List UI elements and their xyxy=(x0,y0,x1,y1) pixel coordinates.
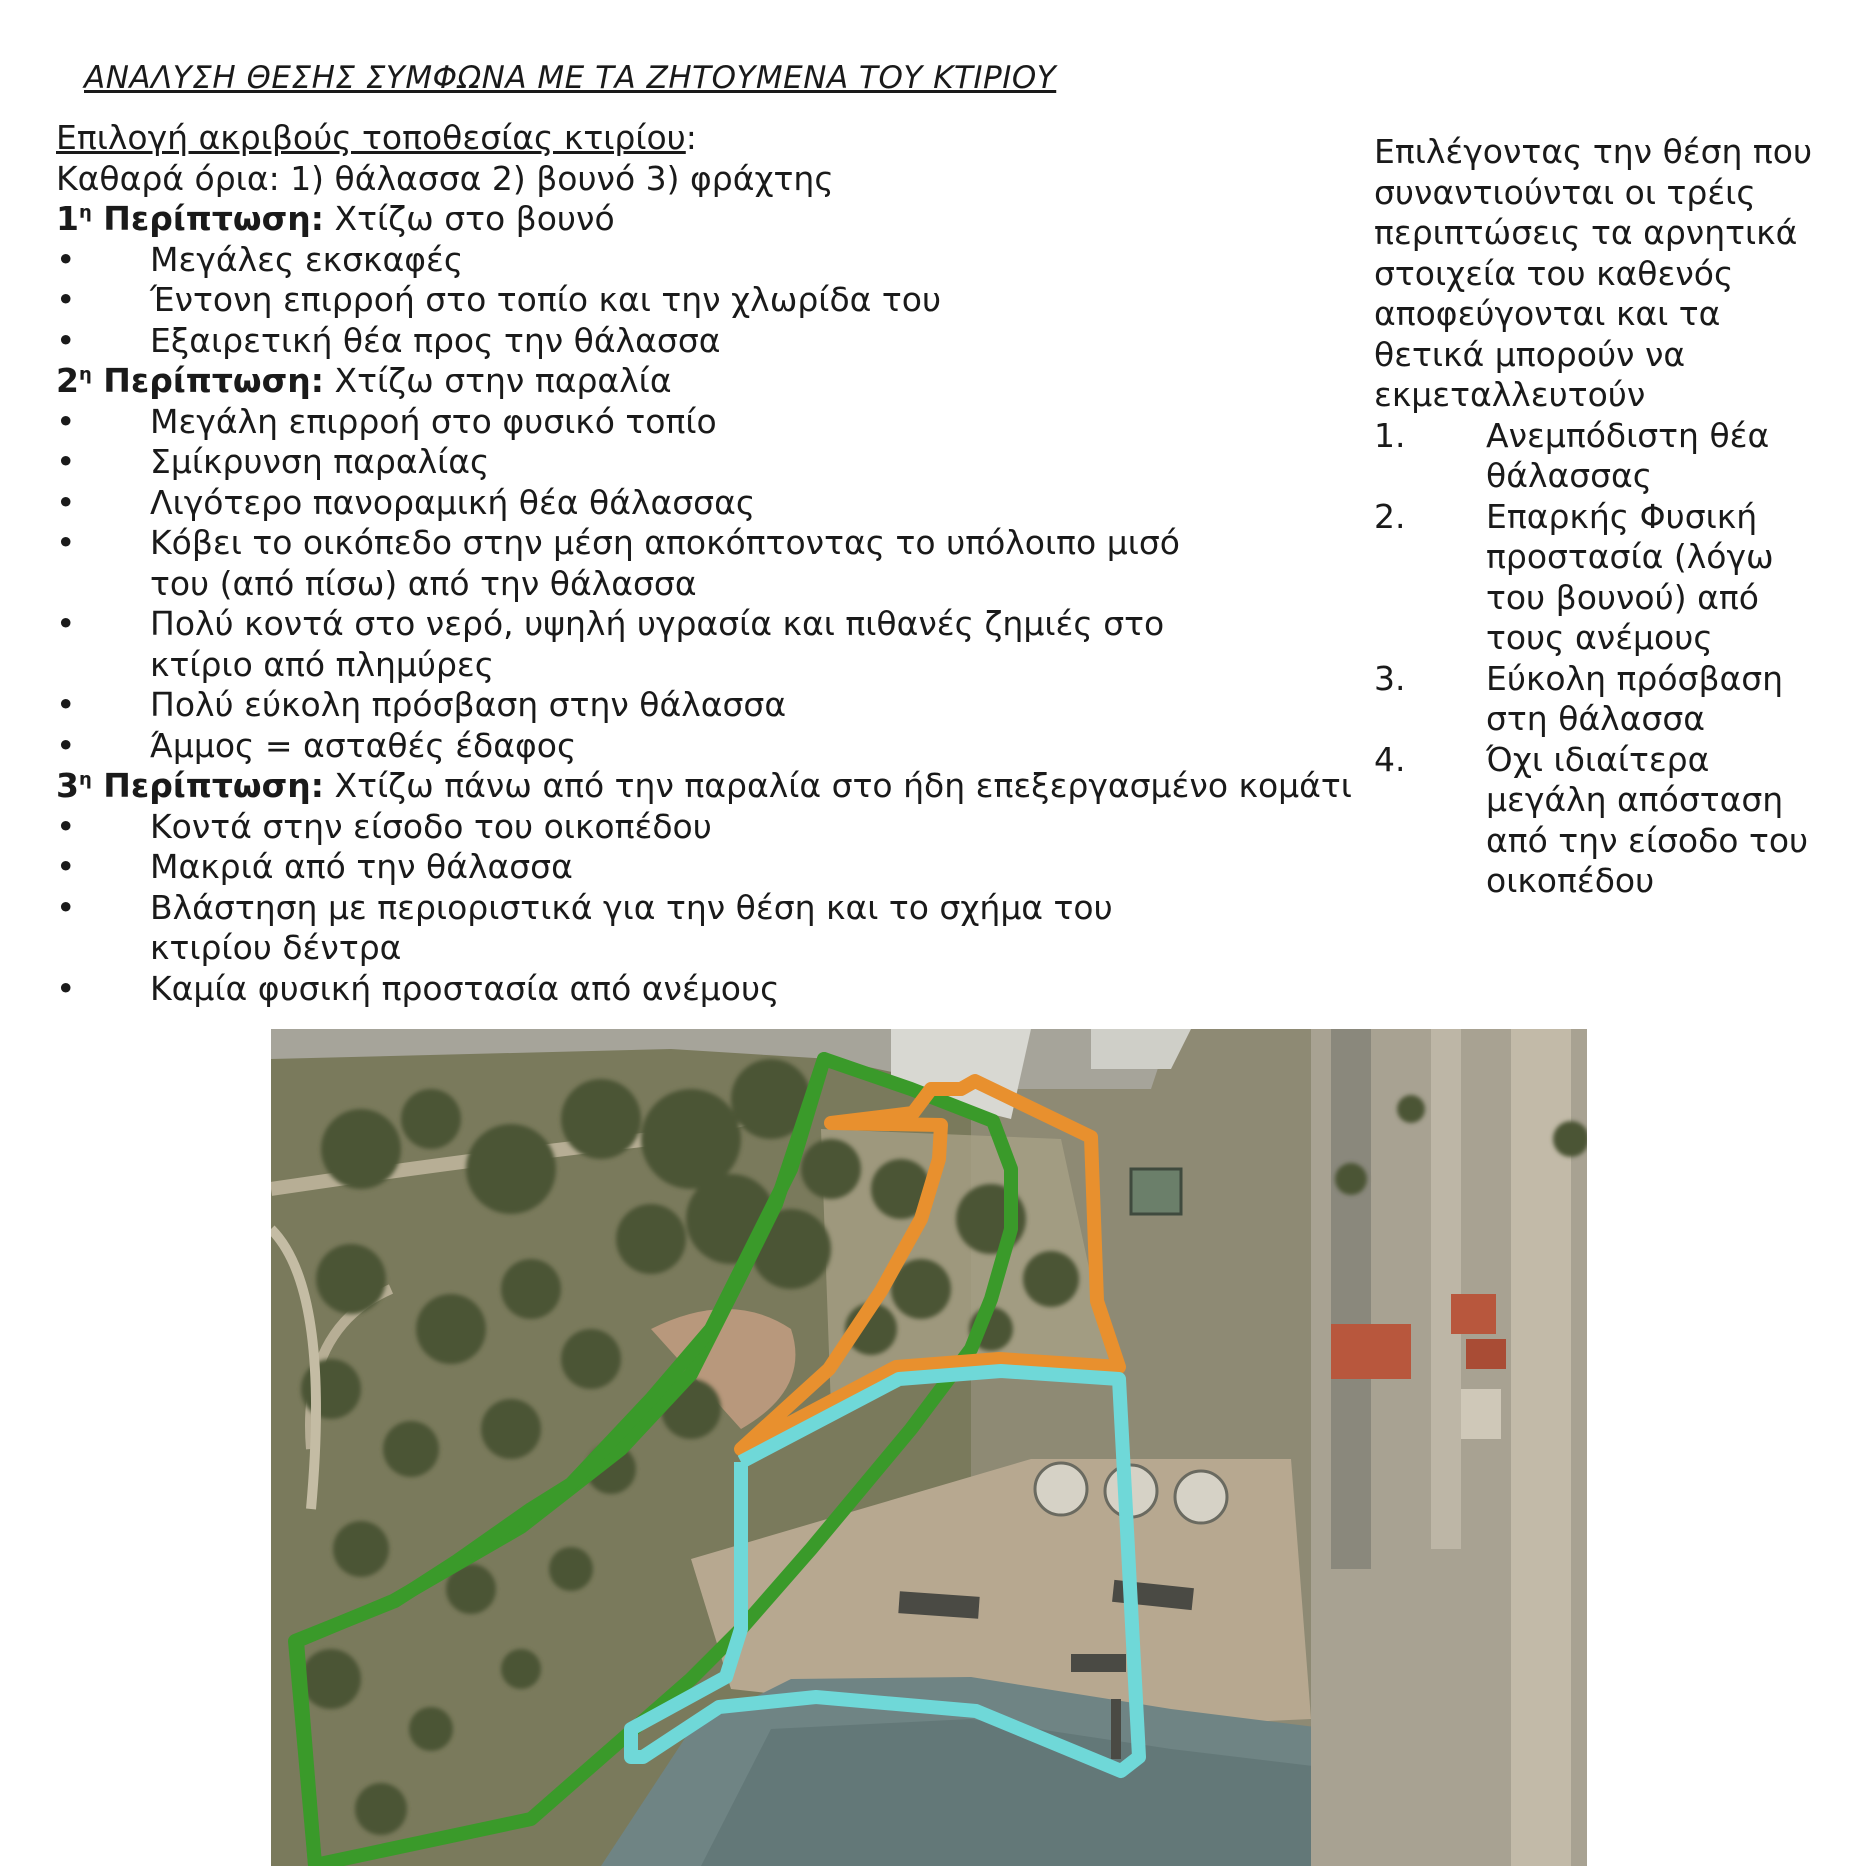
bullet: • xyxy=(56,968,76,1008)
red-roof xyxy=(1466,1339,1506,1369)
red-roof xyxy=(1331,1324,1411,1379)
bullet: • xyxy=(56,725,76,765)
list-item: • Κόβει το οικόπεδο στην μέση αποκόπτοντας το υπόλοιπο μισό του (από πίσω) από την θάλασσα xyxy=(56,523,1180,603)
selection-heading-colon: : xyxy=(685,118,697,157)
selection-heading-line xyxy=(56,118,1316,159)
aerial-site-map xyxy=(271,1029,1587,1866)
bullet: • xyxy=(56,523,76,562)
bullet: • xyxy=(56,604,76,643)
conclusion-text xyxy=(1374,132,1824,902)
site-analysis-text xyxy=(56,118,1352,1009)
bullet: • xyxy=(56,442,76,481)
case-1-label: Περίπτωση: xyxy=(91,199,324,238)
bullet: • xyxy=(56,847,76,886)
list-item: 2. Επαρκής Φυσική προστασία (λόγω του βουνού) από τους ανέμους xyxy=(1374,496,1774,657)
bullet: • xyxy=(56,320,76,360)
list-item: • Σμίκρυνση παραλίας xyxy=(56,442,490,481)
case-3-label: Περίπτωση: xyxy=(91,766,324,805)
list-item: • Καμία φυσική προστασία από ανέμους xyxy=(56,968,780,1008)
list-item: • Άμμος = ασταθές έδαφος xyxy=(56,725,577,765)
red-roof xyxy=(1451,1294,1496,1334)
bullet: • xyxy=(56,887,76,927)
list-item: • Μεγάλη επιρροή στο φυσικό τοπίο xyxy=(56,401,717,441)
case-1-text: Χτίζω στο βουνό xyxy=(324,199,615,238)
list-item: • Εξαιρετική θέα προς την θάλασσα xyxy=(56,320,721,360)
page-title: ΑΝΑΛΥΣΗ ΘΕΣΗΣ ΣΥΜΦΩΝΑ ΜΕ ΤΑ ΖΗΤΟΥΜΕΝΑ ΤΟΥ ΚΤΙΡΙΟΥ xyxy=(84,60,1057,96)
list-item: • Κοντά στην είσοδο του οικοπέδου xyxy=(56,806,712,846)
list-item: • Λιγότερο πανοραμική θέα θάλασσας xyxy=(56,482,756,522)
selection-heading: Επιλογή ακριβούς τοποθεσίας κτιρίου xyxy=(56,118,686,157)
small-building xyxy=(1131,1169,1181,1214)
case-3-number: $3^\eta$ xyxy=(56,766,92,805)
list-item: 4. Όχι ιδιαίτερα μεγάλη απόσταση από την είσοδο του οικοπέδου xyxy=(1374,739,1809,900)
bullet: • xyxy=(56,806,76,846)
case-2-text: Χτίζω στην παραλία xyxy=(324,361,672,400)
case-1-heading xyxy=(56,199,1316,240)
bullet: • xyxy=(56,401,76,441)
list-item: • Πολύ κοντά στο νερό, υψηλή υγρασία και πιθανές ζημιές στο κτίριο από πλημύρες xyxy=(56,604,1165,684)
list-item: • Μεγάλες εκσκαφές xyxy=(56,239,464,279)
list-item: 1. Ανεμπόδιστη θέα θάλασσας xyxy=(1374,415,1770,495)
case-1-number: $1^\eta$ xyxy=(56,199,92,238)
list-item: • Πολύ εύκολη πρόσβαση στην θάλασσα xyxy=(56,685,787,724)
bullet: • xyxy=(56,482,76,522)
list-item: • Βλάστηση με περιοριστικά για την θέση και το σχήμα του κτιρίου δέντρα xyxy=(56,887,1113,967)
case-2-heading xyxy=(56,361,1316,402)
bullet: • xyxy=(56,239,76,279)
list-item: 3. Εύκολη πρόσβαση στη θάλασσα xyxy=(1374,658,1784,738)
bullet: • xyxy=(56,280,76,319)
case-3-text: Χτίζω πάνω από την παραλία στο ήδη επεξεργασμένο κομάτι xyxy=(324,766,1352,805)
bullet: • xyxy=(56,685,76,724)
case-2-label: Περίπτωση: xyxy=(91,361,324,400)
boundaries-line: Καθαρά όρια: 1) θάλασσα 2) βουνό 3) φράχτης xyxy=(56,158,834,198)
list-item: • Μακριά από την θάλασσα xyxy=(56,847,573,886)
case-3-heading xyxy=(56,766,1352,807)
case-2-number: $2^\eta$ xyxy=(56,361,92,400)
list-item: • Έντονη επιρροή στο τοπίο και την χλωρίδα του xyxy=(56,280,942,319)
conclusion-intro: Επιλέγοντας την θέση που συναντιούνται οι τρέις περιπτώσεις τα αρνητικά στοιχεία του καθενός αποφεύγονται και τα θετικά μπορούν να εκμεταλλευτούν xyxy=(1374,132,1813,414)
